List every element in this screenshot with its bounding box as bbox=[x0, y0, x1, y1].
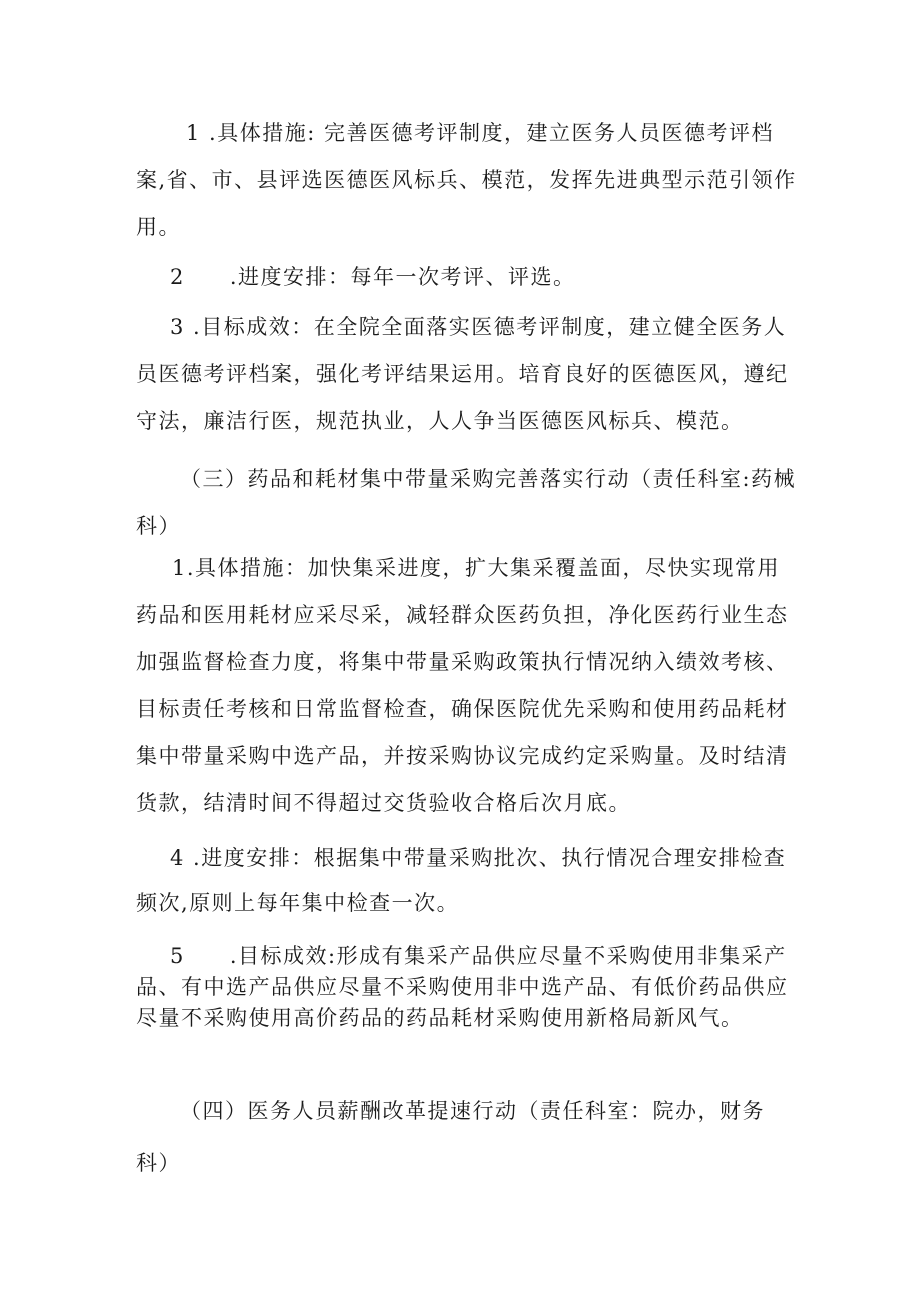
section-heading-3: （三）药品和耗材集中带量采购完善落实行动（责任科室:药械科） bbox=[136, 467, 797, 538]
paragraph-measures-procurement: 1.具体措施：加快集采进度，扩大集采覆盖面，尽快实现常用药品和医用耗材应采尽采，减轻群众医药负担，净化医药行业生态加强监督检查力度，将集中带量采购政策执行情况纳入绩效考核、目标责任考核和日常监督检查，确保医院优先采购和使用药品耗材集中带量采购中选产品，并按采购协议完成约定采购量。及时结清货款，结清时间不得超过交货验收合格后次月底。 bbox=[136, 556, 789, 815]
section-heading-4: （四）医务人员薪酬改革提速行动（责任科室：院办，财务科） bbox=[136, 1099, 765, 1175]
paragraph-schedule-2: 2 .进度安排：每年一次考评、评选。 bbox=[170, 265, 576, 289]
paragraph-schedule-4: 4 .进度安排：根据集中带量采购批次、执行情况合理安排检查频次,原则上每年集中检查一次。 bbox=[136, 846, 787, 915]
paragraph-outcome-3: 3 .目标成效：在全院全面落实医德考评制度，建立健全医务人员医德考评档案，强化考评结果运用。培育良好的医德医风，遵纪守法，廉洁行医，规范执业，人人争当医德医风标兵、模范。 bbox=[136, 315, 789, 433]
paragraph-measures-1: 1 .具体措施: 完善医德考评制度，建立医务人员医德考评档案,省、市、县评选医德医风标兵、模范，发挥先进典型示范引领作用。 bbox=[136, 121, 797, 239]
paragraph-outcome-5: 5 .目标成效:形成有集采产品供应尽量不采购使用非集采产品、有中选产品供应尽量不采购使用非中选产品、有低价药品供应尽量不采购使用高价药品的药品耗材采购使用新格局新风气。 bbox=[136, 944, 789, 1030]
